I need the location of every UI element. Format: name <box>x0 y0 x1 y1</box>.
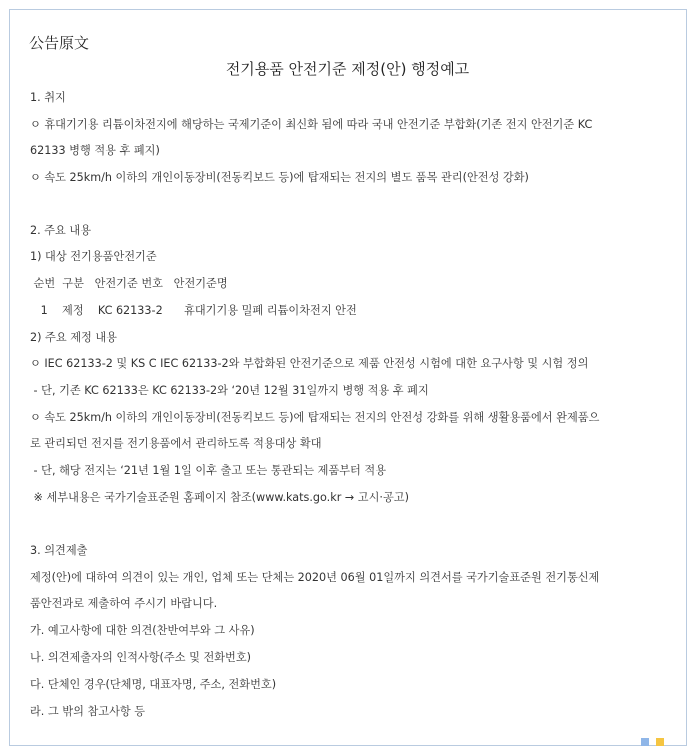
header-label: 公告原文 <box>29 34 90 52</box>
corner-decoration-yellow <box>656 738 664 746</box>
purpose-item-1-cont: 62133 병행 적용 후 폐지) <box>30 144 160 157</box>
opinion-item-b: 나. 의견제출자의 인적사항(주소 및 전화번호) <box>30 651 252 664</box>
section-2-heading: 2. 주요 내용 <box>30 224 92 237</box>
content-item-2-note: - 단, 해당 전지는 ‘21년 1월 1일 이후 출고 또는 통관되는 제품부터 적용 <box>30 464 387 477</box>
opinion-paragraph: 제정(안)에 대하여 의견이 있는 개인, 업체 또는 단체는 2020년 06월 01일까지 의견서를 국가기술표준원 전기통신제 <box>30 571 600 584</box>
purpose-item-2: ㅇ 속도 25km/h 이하의 개인이동장비(전동킥보드 등)에 탑재되는 전지의 별도 품목 관리(안전성 강화) <box>30 171 529 184</box>
opinion-item-a: 가. 예고사항에 대한 의견(찬반여부와 그 사유) <box>30 624 255 637</box>
subsection-target: 1) 대상 전기용품안전기준 <box>30 250 157 263</box>
reference-note: ※ 세부내용은 국가기술표준원 홈페이지 참조(www.kats.go.kr → 고시·공고) <box>30 491 409 504</box>
notice-title: 전기용품 안전기준 제정(안) 행정예고 <box>225 60 470 78</box>
section-3-heading: 3. 의견제출 <box>30 544 88 557</box>
standards-table-row: 1 제정 KC 62133-2 휴대기기용 밀폐 리튬이차전지 안전 <box>30 304 357 317</box>
subsection-content: 2) 주요 제정 내용 <box>30 331 117 344</box>
opinion-item-c: 다. 단체인 경우(단체명, 대표자명, 주소, 전화번호) <box>30 678 277 691</box>
content-item-1: ㅇ IEC 62133-2 및 KS C IEC 62133-2와 부합화된 안전기준으로 제품 안전성 시험에 대한 요구사항 및 시험 정의 <box>30 357 589 370</box>
section-1-heading: 1. 취지 <box>30 91 66 104</box>
opinion-paragraph-cont: 품안전과로 제출하여 주시기 바랍니다. <box>30 597 218 610</box>
purpose-item-1: ㅇ 휴대기기용 리튬이차전지에 해당하는 국제기준이 최신화 됨에 따라 국내 안전기준 부합화(기존 전지 안전기준 KC <box>30 118 593 131</box>
content-item-2-cont: 로 관리되던 전지를 전기용품에서 관리하도록 적용대상 확대 <box>30 437 322 450</box>
content-item-1-note: - 단, 기존 KC 62133은 KC 62133-2와 ‘20년 12월 31일까지 병행 적용 후 폐지 <box>30 384 429 397</box>
standards-table-header: 순번 구분 안전기준 번호 안전기준명 <box>30 277 228 290</box>
corner-decoration-blue <box>641 738 649 746</box>
content-item-2: ㅇ 속도 25km/h 이하의 개인이동장비(전동킥보드 등)에 탑재되는 전지의 안전성 강화를 위해 생활용품에서 완제품으 <box>30 411 600 424</box>
opinion-item-d: 라. 그 밖의 참고사항 등 <box>30 705 146 718</box>
